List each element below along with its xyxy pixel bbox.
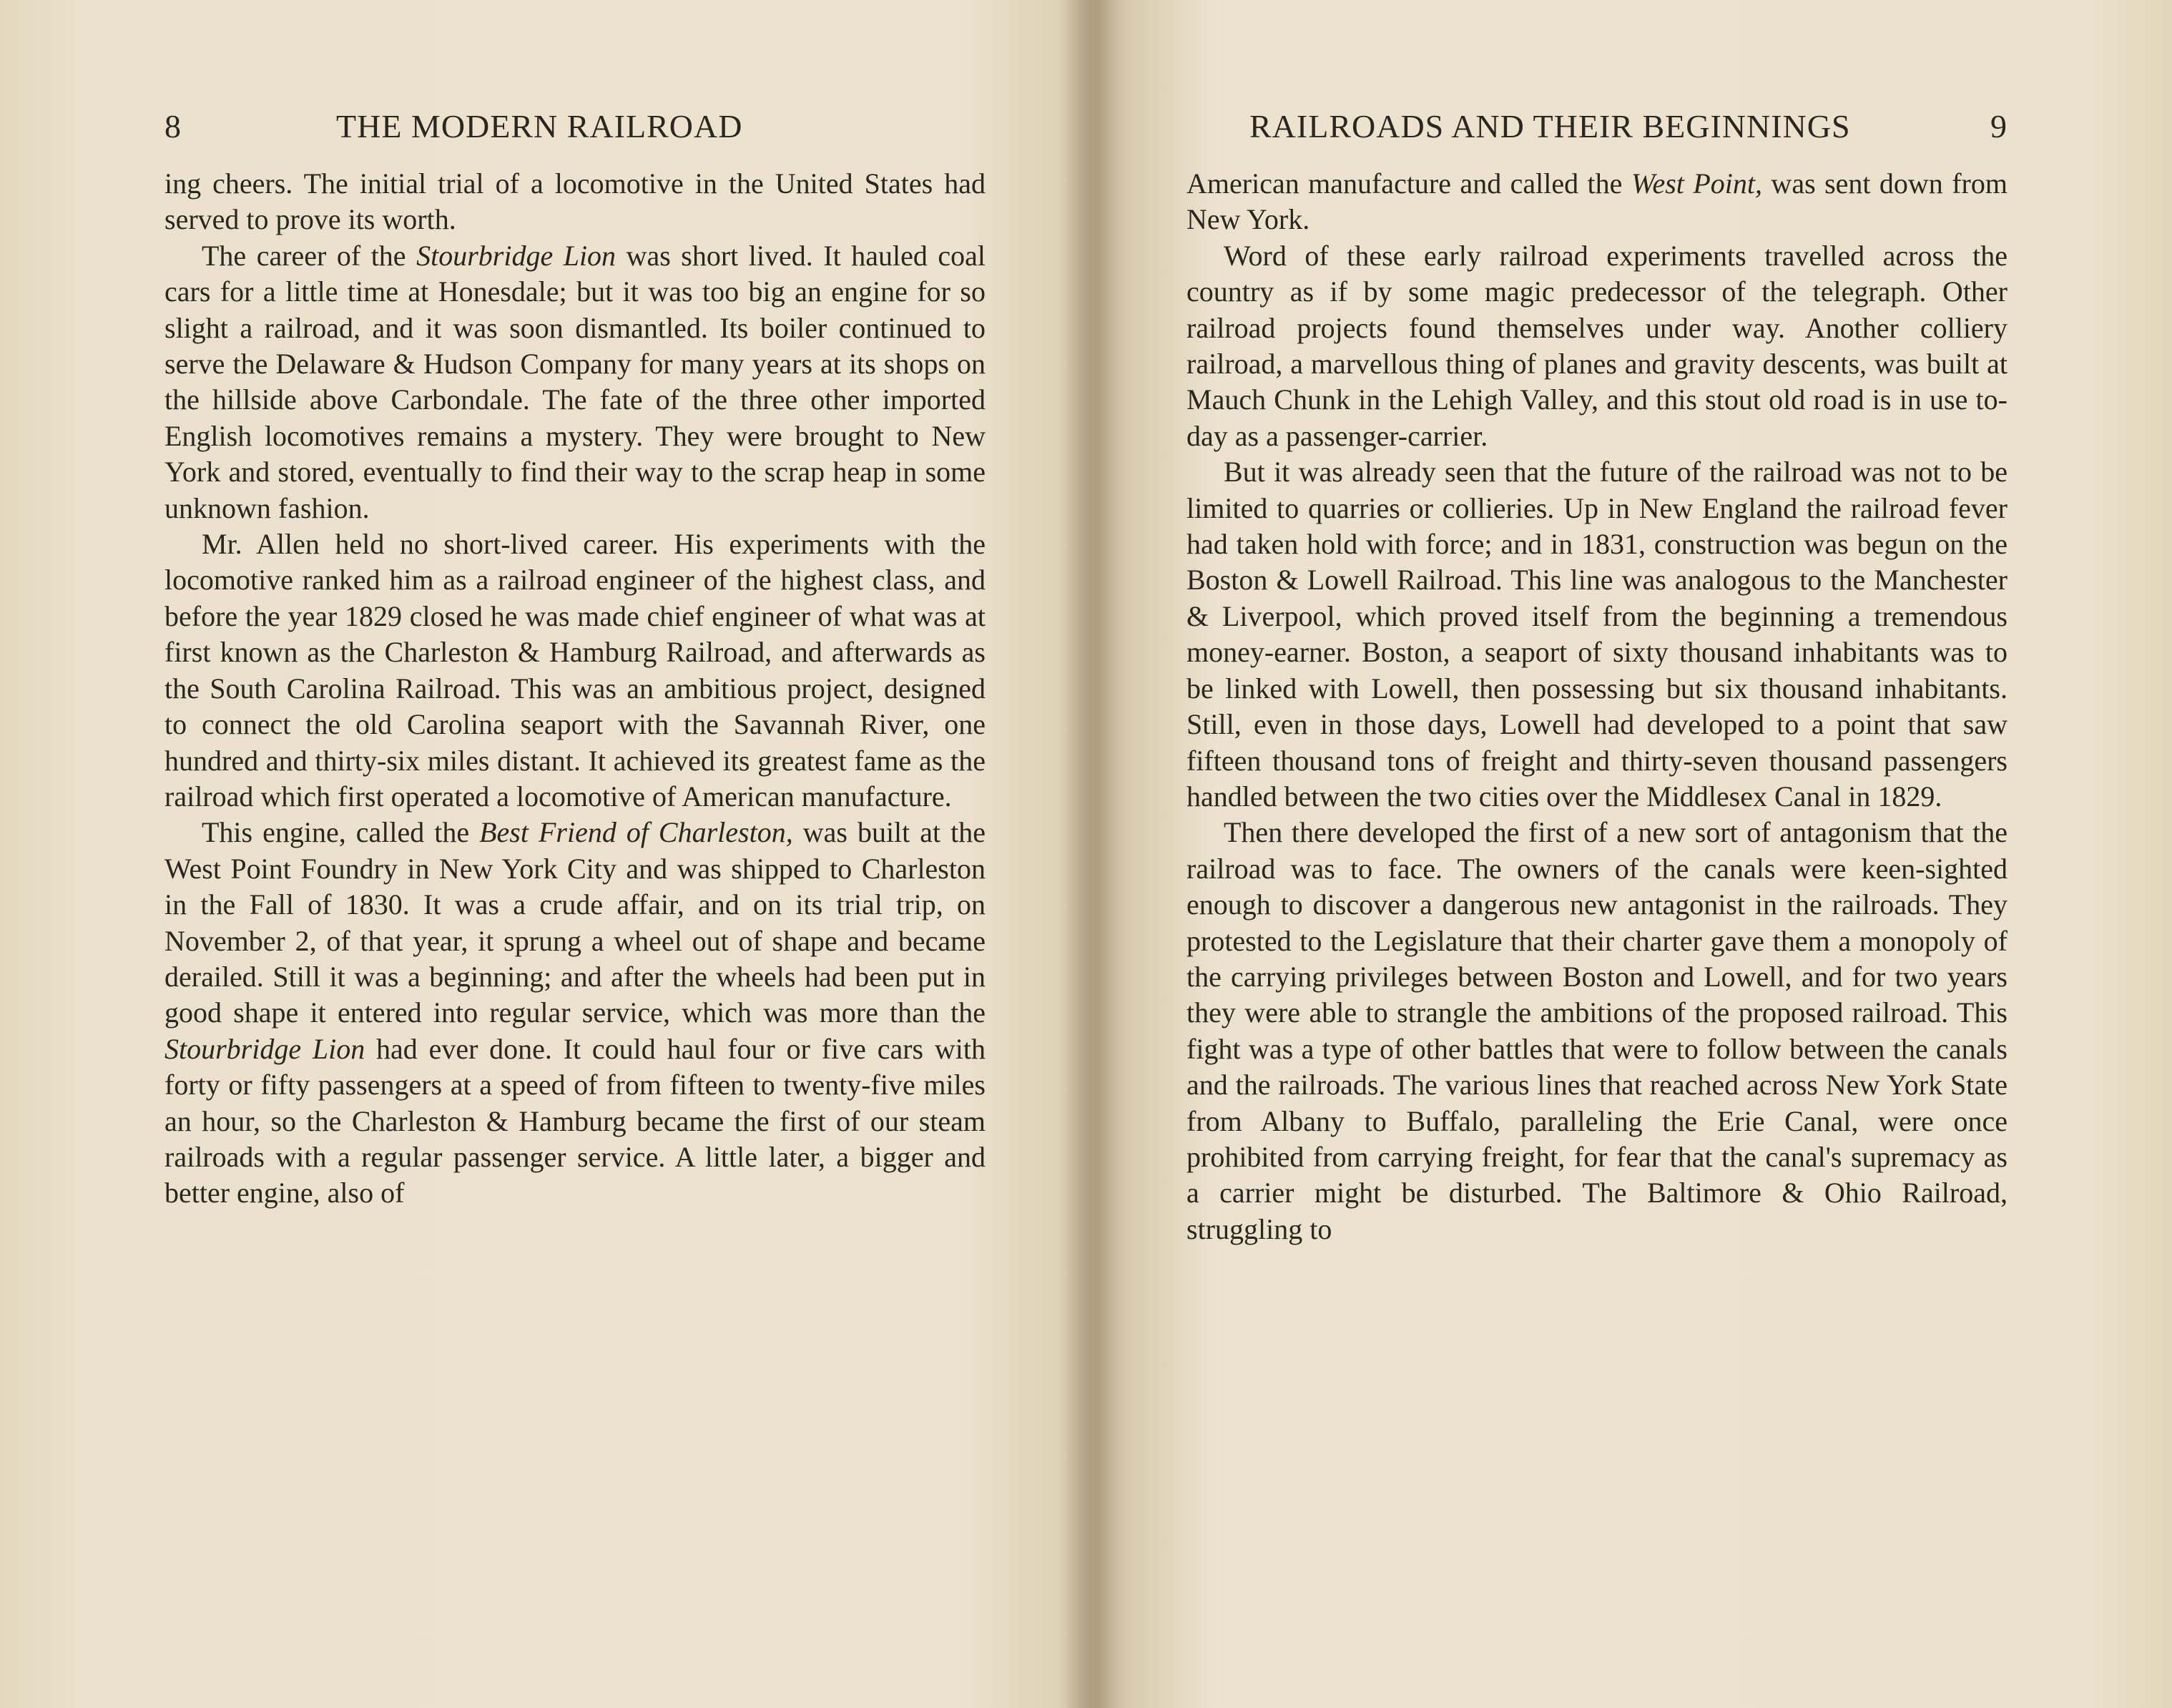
text-segment: The career of the [202,239,417,272]
text-segment: American manufacture and called the [1186,167,1631,200]
gutter-shadow [1058,0,1116,1708]
paragraph [1186,238,2008,454]
text-segment: This engine, called the [202,816,480,849]
text-segment: was built at the West Point Foundry in New York City and was shipped to Charleston in the Fall of 1830. It was a crude affair, and on its trial trip, on November 2, of that year, it sprung a wheel out of shape and became derailed. Still it was a beginning; and after the wheels had been put in good shape it entered into regular service, which was more than the [164,816,986,1029]
right-page-number: 9 [1990,108,2008,144]
paragraph [164,166,986,238]
paragraph [164,526,986,815]
left-body-text [164,166,986,1212]
paragraph [164,238,986,526]
paragraph [164,815,986,1211]
italic-text-segment: Best Friend of Charleston, [479,816,793,849]
left-page [164,107,986,1212]
right-running-title: RAILROADS AND THEIR BEGINNINGS [1249,108,1851,144]
text-segment: had ever done. It could haul four or five cars with forty or fifty passengers at a speed of from fifteen to twenty-five miles an hour, so the Charleston & Hamburg became the first of our steam railroads with a regular passenger service. A little later, a bigger and better engine, also of [164,1032,986,1209]
left-running-title: THE MODERN RAILROAD [336,108,743,144]
italic-text-segment: Stourbridge Lion [416,239,616,272]
paragraph [1186,454,2008,815]
text-segment: Mr. Allen held no short-lived career. His experiments with the locomotive ranked him as a railroad engineer of the highest class, and before the year 1829 closed he was made chief engineer of what was at first known as the Charleston & Hamburg Railroad, and afterwards as the South Carolina Railroad. This was an ambitious project, designed to connect the old Carolina seaport with the Savannah River, one hundred and thirty-six miles distant. It achieved its greatest fame as the railroad which first operated a locomotive of American manufacture. [164,528,986,813]
text-segment: Then there developed the first of a new sort of antagonism that the railroad was to face. The owners of the canals were keen-sighted enough to discover a dangerous new antagonist in the railroads. They protested to the Legislature that their charter gave them a monopoly of the carrying privileges between Boston and Lowell, and for two years they were able to strangle the ambitions of the proposed railroad. This fight was a type of other battles that were to follow between the canals and the railroads. The various lines that reached across New York State from Albany to Buffalo, paralleling the Erie Canal, were once prohibited from carrying freight, for fear that the canal's supremacy as a carrier might be disturbed. The Baltimore & Ohio Railroad, struggling to [1186,816,2008,1245]
right-running-head [1186,107,2008,150]
right-body-text [1186,166,2008,1247]
paragraph [1186,815,2008,1247]
italic-text-segment: West Point, [1631,167,1762,200]
text-segment: ing cheers. The initial trial of a locomotive in the United States had served to prove its worth. [164,167,986,236]
text-segment: Word of these early railroad experiments travelled across the country as if by some magic predecessor of the telegraph. Other railroad projects found themselves under way. Another colliery railroad, a marvellous thing of planes and gravity descents, was built at Mauch Chunk in the Lehigh Valley, and this stout old road is in use to-day as a passenger-carrier. [1186,239,2008,452]
text-segment: was short lived. It hauled coal cars for a little time at Honesdale; but it was too big an engine for so slight a railroad, and it was soon dismantled. Its boiler continued to serve the Delaware & Hudson Company for many years at its shops on the hillside above Carbondale. The fate of the three other imported English locomotives remains a mystery. They were brought to New York and stored, eventually to find their way to the scrap heap in some unknown fashion. [164,239,986,524]
left-page-number: 8 [164,108,182,144]
text-segment: was sent down from New York. [1186,167,2008,236]
paragraph [1186,166,2008,238]
text-segment: But it was already seen that the future of the railroad was not to be limited to quarries or collieries. Up in New England the railroad fever had taken hold with force; and in 1831, construction was begun on the Boston & Lowell Railroad. This line was analogous to the Manchester & Liverpool, which proved itself from the beginning a tremendous money-earner. Boston, a seaport of sixty thousand inhabitants was to be linked with Lowell, then possessing but six thousand inhabitants. Still, even in those days, Lowell had developed to a point that saw fifteen thousand tons of freight and thirty-seven thousand passengers handled between the two cities over the Middlesex Canal in 1829. [1186,456,2008,813]
italic-text-segment: Stourbridge Lion [164,1032,365,1065]
right-page [1186,107,2008,1247]
left-running-head [164,107,986,150]
